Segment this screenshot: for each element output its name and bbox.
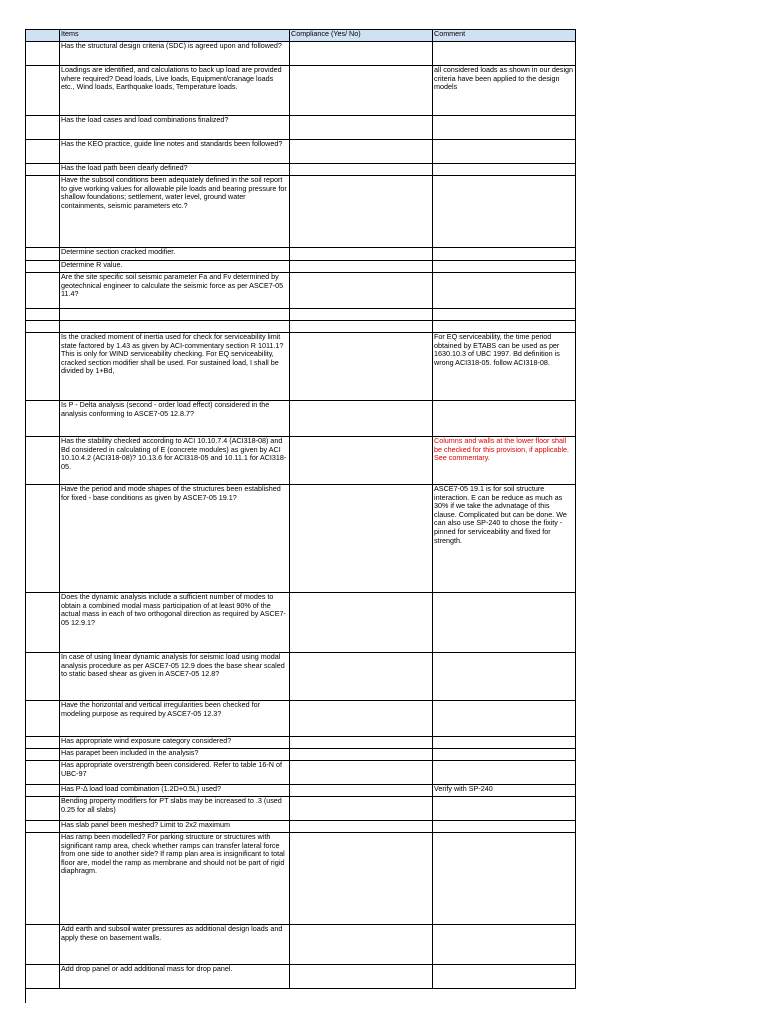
- comment-cell[interactable]: For EQ serviceability, the time period obtained by ETABS can be used as per 1630.10.3 of UBC 1997. Bd definition is wrong ACI318-05. follow ACI318-08.: [433, 333, 576, 401]
- table-row: [26, 333, 576, 401]
- item-cell[interactable]: [60, 321, 290, 333]
- item-cell[interactable]: Is the cracked moment of inertia used for check for serviceability limit state factored by 1.43 as given by ACI-commentary section R 1011.1? This is only for WIND serviceability checking. For EQ serviceability, cracked section modifier shall be used. For sustained load, I shall be divided by 1+Bd,: [60, 333, 290, 401]
- compliance-cell[interactable]: [290, 797, 433, 821]
- item-cell[interactable]: Bending property modifiers for PT slabs may be increased to .3 (used 0.25 for all slabs): [60, 797, 290, 821]
- table-row: [26, 701, 576, 737]
- comment-cell[interactable]: [433, 176, 576, 248]
- compliance-cell[interactable]: [290, 833, 433, 925]
- header-blank-cell[interactable]: [26, 30, 60, 42]
- table-row: [26, 116, 576, 140]
- compliance-cell[interactable]: [290, 593, 433, 653]
- compliance-cell[interactable]: [290, 653, 433, 701]
- comment-cell[interactable]: [433, 821, 576, 833]
- item-cell[interactable]: Have the subsoil conditions been adequately defined in the soil report to give working values for allowable pile loads and bearing pressure for shallow foundations; settlement, water level, ground water containments, seismic parameters etc.?: [60, 176, 290, 248]
- row-number-cell[interactable]: [26, 761, 60, 785]
- table-row: [26, 164, 576, 176]
- row-number-cell[interactable]: [26, 593, 60, 653]
- row-number-cell[interactable]: [26, 333, 60, 401]
- comment-cell[interactable]: [433, 42, 576, 66]
- compliance-cell[interactable]: [290, 140, 433, 164]
- row-number-cell[interactable]: [26, 309, 60, 321]
- checklist-table: [25, 29, 576, 989]
- comment-cell[interactable]: [433, 797, 576, 821]
- row-number-cell[interactable]: [26, 925, 60, 965]
- item-cell[interactable]: Has the stability checked according to ACI 10.10.7.4 (ACI318-08) and Bd considered in calculating of E (concrete modules) as given by ACI 10.10.4.2 (ACI318-08)? 10.13.6 for ACI318-05 and 10.11.1 for ACI318-05.: [60, 437, 290, 485]
- row-number-cell[interactable]: [26, 485, 60, 593]
- item-cell[interactable]: Have the period and mode shapes of the structures been established for fixed - base conditions as given by ASCE7-05 19.1?: [60, 485, 290, 593]
- comment-cell[interactable]: [433, 164, 576, 176]
- item-cell[interactable]: Are the site specific soil seismic parameter Fa and Fv determined by geotechnical engineer to calculate the seismic force as per ASCE7-05 11.4?: [60, 273, 290, 309]
- item-cell[interactable]: Have the horizontal and vertical irregularities been checked for modeling purpose as required by ASCE7-05 12.3?: [60, 701, 290, 737]
- row-number-cell[interactable]: [26, 797, 60, 821]
- row-number-cell[interactable]: [26, 737, 60, 749]
- item-cell[interactable]: Has the structural design criteria (SDC) is agreed upon and followed?: [60, 42, 290, 66]
- row-number-cell[interactable]: [26, 749, 60, 761]
- item-cell[interactable]: Has P-Δ load load combination (1.2D+0.5L) used?: [60, 785, 290, 797]
- compliance-cell[interactable]: [290, 333, 433, 401]
- item-cell[interactable]: In case of using linear dynamic analysis for seismic load using modal analysis procedure as per ASCE7-05 12.9 does the base shear scaled to static based shear as given in ASCE7-05 12.8?: [60, 653, 290, 701]
- comment-cell[interactable]: [433, 261, 576, 273]
- compliance-cell[interactable]: [290, 401, 433, 437]
- item-cell[interactable]: Add earth and subsoil water pressures as additional design loads and apply these on basement walls.: [60, 925, 290, 965]
- table-row: [26, 321, 576, 333]
- comment-cell[interactable]: Verify with SP-240: [433, 785, 576, 797]
- header-comment[interactable]: Comment: [433, 30, 576, 42]
- compliance-cell[interactable]: [290, 761, 433, 785]
- compliance-cell[interactable]: [290, 701, 433, 737]
- item-cell[interactable]: Has parapet been included in the analysis?: [60, 749, 290, 761]
- row-number-cell[interactable]: [26, 437, 60, 485]
- item-cell[interactable]: Loadings are identified, and calculations to back up load are provided where required? Dead loads, Live loads, Equipment/cranage loads etc., Wind loads, Earthquake loads, Temperature loads.: [60, 66, 290, 116]
- row-number-cell[interactable]: [26, 261, 60, 273]
- table-row: [26, 401, 576, 437]
- compliance-cell[interactable]: [290, 749, 433, 761]
- item-cell[interactable]: Determine R value.: [60, 261, 290, 273]
- comment-cell[interactable]: [433, 749, 576, 761]
- compliance-cell[interactable]: [290, 965, 433, 989]
- comment-cell[interactable]: [433, 737, 576, 749]
- item-cell[interactable]: Has appropriate wind exposure category considered?: [60, 737, 290, 749]
- table-row: [26, 248, 576, 261]
- row-number-cell[interactable]: [26, 401, 60, 437]
- comment-cell[interactable]: all considered loads as shown in our design criteria have been applied to the design models: [433, 66, 576, 116]
- table-row: [26, 965, 576, 989]
- header-compliance[interactable]: Compliance (Yes/ No): [290, 30, 433, 42]
- row-number-cell[interactable]: [26, 965, 60, 989]
- item-cell[interactable]: Determine section cracked modifier.: [60, 248, 290, 261]
- checklist-sheet: [25, 29, 574, 989]
- row-number-cell[interactable]: [26, 321, 60, 333]
- table-row: [26, 749, 576, 761]
- row-number-cell[interactable]: [26, 701, 60, 737]
- comment-cell[interactable]: [433, 273, 576, 309]
- comment-cell[interactable]: [433, 401, 576, 437]
- item-cell[interactable]: Has the KEO practice, guide line notes and standards been followed?: [60, 140, 290, 164]
- row-number-cell[interactable]: [26, 248, 60, 261]
- row-number-cell[interactable]: [26, 833, 60, 925]
- compliance-cell[interactable]: [290, 164, 433, 176]
- item-cell[interactable]: [60, 309, 290, 321]
- item-cell[interactable]: Has appropriate overstrength been considered. Refer to table 16-N of UBC-97: [60, 761, 290, 785]
- compliance-cell[interactable]: [290, 321, 433, 333]
- comment-cell[interactable]: [433, 116, 576, 140]
- row-number-cell[interactable]: [26, 116, 60, 140]
- comment-cell[interactable]: [433, 653, 576, 701]
- compliance-cell[interactable]: [290, 737, 433, 749]
- row-number-cell[interactable]: [26, 66, 60, 116]
- table-row: [26, 737, 576, 749]
- table-row: [26, 653, 576, 701]
- comment-cell[interactable]: [433, 309, 576, 321]
- item-cell[interactable]: Has the load path been clearly defined?: [60, 164, 290, 176]
- item-cell[interactable]: Has the load cases and load combinations finalized?: [60, 116, 290, 140]
- table-row: [26, 797, 576, 821]
- comment-cell[interactable]: [433, 593, 576, 653]
- compliance-cell[interactable]: [290, 116, 433, 140]
- compliance-cell[interactable]: [290, 42, 433, 66]
- item-cell[interactable]: Add drop panel or add additional mass for drop panel.: [60, 965, 290, 989]
- comment-cell[interactable]: [433, 833, 576, 925]
- table-row: [26, 309, 576, 321]
- comment-cell[interactable]: [433, 925, 576, 965]
- compliance-cell[interactable]: [290, 261, 433, 273]
- comment-cell[interactable]: [433, 248, 576, 261]
- comment-cell[interactable]: [433, 965, 576, 989]
- comment-cell[interactable]: [433, 701, 576, 737]
- item-cell[interactable]: Is P - Delta analysis (second - order load effect) considered in the analysis conforming to ASCE7-05 12.8.7?: [60, 401, 290, 437]
- header-items[interactable]: Items: [60, 30, 290, 42]
- compliance-cell[interactable]: [290, 437, 433, 485]
- item-cell[interactable]: Has ramp been modelled? For parking structure or structures with significant ramp area, check whether ramps can transfer lateral force from one side to another side? If ramp plan area is insignificant to total floor are, model the ramp as membrane and should not be part of rigid diaphragm.: [60, 833, 290, 925]
- row-number-cell[interactable]: [26, 140, 60, 164]
- item-cell[interactable]: Does the dynamic analysis include a sufficient number of modes to obtain a combined modal mass participation of at least 90% of the actual mass in each of two orthogonal direction as required by ASCE7-05 12.9.1?: [60, 593, 290, 653]
- table-row: [26, 42, 576, 66]
- row-number-cell[interactable]: [26, 653, 60, 701]
- comment-cell[interactable]: [433, 321, 576, 333]
- row-number-cell[interactable]: [26, 42, 60, 66]
- compliance-cell[interactable]: [290, 66, 433, 116]
- row-number-cell[interactable]: [26, 273, 60, 309]
- row-number-cell[interactable]: [26, 176, 60, 248]
- table-row: [26, 261, 576, 273]
- row-number-cell[interactable]: [26, 785, 60, 797]
- comment-cell[interactable]: ASCE7-05 19.1 is for soil structure interaction. E can be reduce as much as 30% if we take the advnatage of this clause. Complicated but can be done. We can also use SP-240 to chose the fixity - pinned for serviceability and fixed for strength.: [433, 485, 576, 593]
- compliance-cell[interactable]: [290, 821, 433, 833]
- table-row: [26, 140, 576, 164]
- row-number-cell[interactable]: [26, 821, 60, 833]
- comment-cell[interactable]: [433, 761, 576, 785]
- table-row: [26, 821, 576, 833]
- compliance-cell[interactable]: [290, 273, 433, 309]
- compliance-cell[interactable]: [290, 785, 433, 797]
- table-row: [26, 176, 576, 248]
- table-row: [26, 485, 576, 593]
- compliance-cell[interactable]: [290, 248, 433, 261]
- compliance-cell[interactable]: [290, 309, 433, 321]
- table-row: [26, 66, 576, 116]
- compliance-cell[interactable]: [290, 176, 433, 248]
- compliance-cell[interactable]: [290, 925, 433, 965]
- table-row: [26, 593, 576, 653]
- table-row: [26, 273, 576, 309]
- table-row: [26, 785, 576, 797]
- table-row: [26, 437, 576, 485]
- compliance-cell[interactable]: [290, 485, 433, 593]
- table-row: [26, 925, 576, 965]
- comment-cell[interactable]: [433, 140, 576, 164]
- row-number-cell[interactable]: [26, 164, 60, 176]
- table-row: [26, 833, 576, 925]
- header-row: [26, 30, 576, 42]
- table-row: [26, 761, 576, 785]
- comment-cell[interactable]: Columns and walls at the lower floor shall be checked for this provision, if applicable. See commentary.: [433, 437, 576, 485]
- item-cell[interactable]: Has slab panel been meshed? Limit to 2x2 maximum: [60, 821, 290, 833]
- column-border-tail: [25, 973, 27, 1003]
